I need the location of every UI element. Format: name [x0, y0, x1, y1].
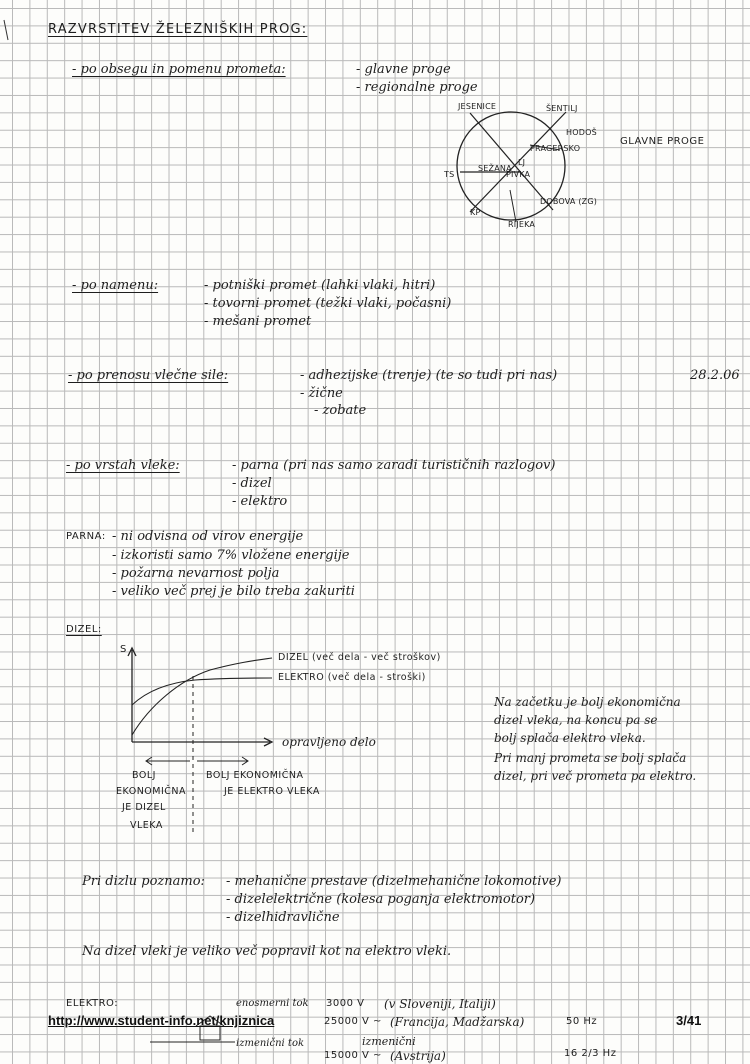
namen-item: - tovorni promet (težki vlaki, počasni) [204, 296, 452, 311]
section-vrsta-label: - po vrstah vleke: [66, 458, 180, 473]
dizel-note-line: Pri manj prometa se bolj splača [494, 751, 687, 765]
elektro-where: (v Sloveniji, Italiji) [384, 997, 496, 1011]
page-title: RAZVRSTITEV ŽELEZNIŠKIH PROG: [48, 22, 308, 37]
elektro-voltage: 25000 V ~ [324, 1016, 382, 1027]
section-obseg-label: - po obsegu in pomenu prometa: [72, 62, 286, 77]
dizel-popravila-note: Na dizel vleki je veliko več popravil kot na elektro vleki. [82, 944, 452, 959]
chart-axis-x: opravljeno delo [282, 735, 376, 749]
parna-item: - izkoristi samo 7% vložene energije [112, 548, 350, 563]
vrsta-item: - elektro [232, 494, 288, 509]
prenos-item: - zobate [314, 403, 367, 418]
elektro-voltage: 3000 V [326, 998, 365, 1009]
elektro-tok-label: enosmerni tok [236, 998, 309, 1009]
namen-item: - potniški promet (lahki vlaki, hitri) [204, 278, 436, 293]
railmap-label-dobova: DOBOVA (ZG) [540, 197, 598, 206]
region-dizel-line: EKONOMIČNA [116, 786, 187, 797]
parna-item: - ni odvisna od virov energije [112, 529, 304, 544]
chart-curve-dizel: DIZEL (več dela - več stroškov) [278, 652, 441, 663]
poznamo-item: - dizelelektrične (kolesa poganja elektromotor) [226, 892, 536, 907]
region-dizel-line: JE DIZEL [122, 802, 166, 813]
elektro-voltage: 15000 V ~ [324, 1050, 382, 1061]
railmap-label-rijeka: RIJEKA [508, 220, 536, 229]
dizel-label: DIZEL: [66, 624, 102, 635]
railmap-label-lj: LJ [518, 158, 526, 167]
parna-label: PARNA: [66, 531, 106, 542]
page-number: 3/41 [676, 1013, 702, 1028]
vrsta-item: - dizel [232, 476, 272, 491]
elektro-izmenicni-label: izmenični [362, 1035, 416, 1048]
railmap-label-jesenice: JESENICE [458, 102, 497, 111]
railmap-label-sentilj: ŠENTILJ [546, 104, 578, 113]
parna-item: - požarna nevarnost polja [112, 566, 280, 581]
railmap-label-ts: TS [444, 170, 455, 179]
section-prenos-label: - po prenosu vlečne sile: [68, 368, 229, 383]
region-dizel-line: BOLJ [132, 770, 156, 781]
date-note: 28.2.06 [690, 368, 740, 383]
prenos-item: - adhezijske (trenje) (te so tudi pri nas) [300, 368, 558, 383]
elektro-where: (Francija, Madžarska) [390, 1015, 525, 1029]
railmap-label-kp: KP [470, 208, 481, 217]
parna-item: - veliko več prej je bilo treba zakuriti [112, 584, 355, 599]
prenos-item: - žične [300, 386, 343, 401]
region-elektro-line: BOLJ EKONOMIČNA [206, 770, 304, 781]
elektro-where: (Avstrija) [390, 1049, 446, 1063]
poznamo-item: - mehanične prestave (dizelmehanične lokomotive) [226, 874, 562, 889]
obseg-item: - regionalne proge [356, 80, 478, 95]
elektro-freq: 50 Hz [566, 1016, 598, 1027]
elektro-label: ELEKTRO: [66, 998, 119, 1009]
railmap-label-pivka: PIVKA [506, 170, 531, 179]
chart-axis-y: S [120, 644, 127, 655]
vrsta-item: - parna (pri nas samo zaradi turističnih razlogov) [232, 458, 556, 473]
railmap-label-sezana: SEŽANA [478, 164, 512, 173]
poznamo-label: Pri dizlu poznamo: [82, 874, 205, 889]
chart-curve-elektro: ELEKTRO (več dela - stroški) [278, 672, 426, 683]
railmap-label-hodos: HODOŠ [566, 128, 597, 137]
region-dizel-line: VLEKA [130, 820, 163, 831]
dizel-note-line: dizel vleka, na koncu pa se [494, 713, 658, 727]
poznamo-item: - dizelhidravlične [226, 910, 340, 925]
section-namen-label: - po namenu: [72, 278, 159, 293]
dizel-note-line: dizel, pri več prometa pa elektro. [494, 769, 697, 783]
footer-url-link[interactable]: http://www.student-info.net/knjiznica [48, 1013, 275, 1028]
railmap-label-pragersko: PRAGERSKO [530, 144, 581, 153]
elektro-freq: 16 2/3 Hz [564, 1048, 617, 1059]
region-elektro-line: JE ELEKTRO VLEKA [224, 786, 320, 797]
namen-item: - mešani promet [204, 314, 312, 329]
obseg-item: - glavne proge [356, 62, 451, 77]
elektro-izmenicni-tok-label: izmenični tok [236, 1038, 305, 1049]
dizel-note-line: Na začetku je bolj ekonomična [494, 695, 681, 709]
railmap-heading: GLAVNE PROGE [620, 136, 705, 147]
dizel-note-line: bolj splača elektro vleka. [494, 731, 646, 745]
